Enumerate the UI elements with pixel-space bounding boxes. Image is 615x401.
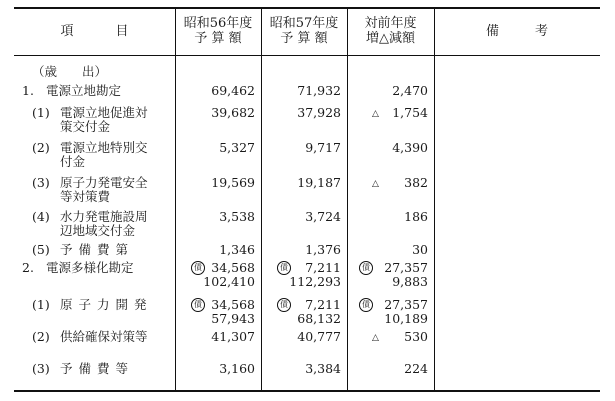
table-row: [14, 176, 434, 210]
fy57-amount: 19,187: [297, 175, 341, 190]
fy56-amount: 3,160: [219, 361, 255, 376]
change-amount: 1,754: [392, 105, 428, 120]
row-number: (1): [32, 105, 50, 120]
change-amount: 10,189: [384, 311, 428, 326]
row-number: 2.: [22, 260, 34, 275]
fy57-amount: 3,724: [305, 209, 341, 224]
header-fy57-amount: 予 算 額: [280, 31, 328, 46]
debt-mark-icon: 債: [277, 261, 291, 275]
change-amount: 224: [404, 361, 428, 376]
row-label: 電源多様化勘定: [46, 260, 134, 275]
fy56-amount: 39,682: [211, 105, 255, 120]
fy57-amount: 9,717: [305, 140, 341, 155]
change-amount: 4,390: [392, 140, 428, 155]
fy56-amount: 57,943: [211, 311, 255, 326]
header-change: [347, 7, 434, 55]
header-rule: [14, 55, 600, 56]
debt-mark-icon: 債: [191, 261, 205, 275]
row-label: 予備費等: [60, 361, 135, 376]
decrease-triangle-icon: △: [372, 109, 379, 119]
fy56-amount: 19,569: [211, 175, 255, 190]
header-fy57-year: 昭和57年度: [269, 16, 339, 31]
table-row: [14, 330, 434, 364]
row-number: (2): [32, 329, 50, 344]
fy56-amount: 1,346: [219, 242, 255, 257]
debt-mark-icon: 債: [359, 261, 373, 275]
change-amount: 2,470: [392, 83, 428, 98]
change-amount: 9,883: [392, 274, 428, 289]
budget-table: [14, 7, 600, 392]
change-debt-amount: 27,357: [384, 260, 428, 275]
header-notes: 備考: [485, 23, 584, 39]
change-amount: 382: [404, 175, 428, 190]
row-label: 原子力発電安全: [60, 175, 148, 190]
row-number: (3): [32, 175, 50, 190]
row-number: (5): [32, 242, 50, 257]
row-label: 供給確保対策等: [60, 329, 148, 344]
fy56-amount: 5,327: [219, 140, 255, 155]
row-label: 付金: [60, 154, 86, 169]
fy56-amount: 102,410: [203, 274, 255, 289]
fy57-amount: 1,376: [305, 242, 341, 257]
row-label: 電源立地促進対: [60, 105, 148, 120]
fy57-debt-amount: 7,211: [305, 297, 341, 312]
row-number: (2): [32, 140, 50, 155]
debt-mark-icon: 債: [359, 298, 373, 312]
table-row: [14, 362, 434, 396]
table-row: [14, 106, 434, 140]
header-fy56-year: 昭和56年度: [183, 16, 253, 31]
decrease-triangle-icon: △: [372, 179, 379, 189]
section-label: （歳 出）: [32, 64, 108, 79]
table-row: [14, 261, 434, 295]
header-item: 項目: [60, 23, 171, 39]
row-label: 辺地域交付金: [60, 223, 136, 238]
row-number: 1.: [22, 83, 34, 98]
header-fy56-amount: 予 算 額: [194, 31, 242, 46]
row-number: (3): [32, 361, 50, 376]
fy57-amount: 37,928: [297, 105, 341, 120]
row-label: 等対策費: [60, 189, 111, 204]
fy57-amount: 112,293: [289, 274, 341, 289]
change-debt-amount: 27,357: [384, 297, 428, 312]
row-number: (4): [32, 209, 50, 224]
row-label: 策交付金: [60, 119, 111, 134]
row-label: 予備費第: [60, 242, 135, 257]
change-amount: 30: [412, 242, 428, 257]
table-row: [14, 298, 434, 332]
row-label: 水力発電施設周: [60, 209, 148, 224]
header-fy57: [261, 7, 347, 55]
fy56-debt-amount: 34,568: [211, 297, 255, 312]
row-label: 電源立地勘定: [46, 83, 122, 98]
row-label: 電源立地特別交: [60, 140, 148, 155]
fy57-amount: 68,132: [297, 311, 341, 326]
fy56-amount: 69,462: [211, 83, 255, 98]
decrease-triangle-icon: △: [372, 333, 379, 343]
table-row: [14, 210, 434, 244]
change-amount: 186: [404, 209, 428, 224]
header-change-line1: 対前年度: [364, 16, 417, 31]
row-label: 原子力開発: [60, 297, 153, 312]
fy56-amount: 3,538: [219, 209, 255, 224]
fy56-debt-amount: 34,568: [211, 260, 255, 275]
fy57-amount: 3,384: [305, 361, 341, 376]
header-change-line2: 増△減額: [366, 31, 415, 46]
fy57-amount: 71,932: [297, 83, 341, 98]
column-divider: [434, 7, 435, 392]
fy57-amount: 40,777: [297, 329, 341, 344]
header-fy56: [175, 7, 261, 55]
table-row: [14, 141, 434, 175]
row-number: (1): [32, 297, 50, 312]
debt-mark-icon: 債: [191, 298, 205, 312]
fy57-debt-amount: 7,211: [305, 260, 341, 275]
fy56-amount: 41,307: [211, 329, 255, 344]
change-amount: 530: [404, 329, 428, 344]
debt-mark-icon: 債: [277, 298, 291, 312]
